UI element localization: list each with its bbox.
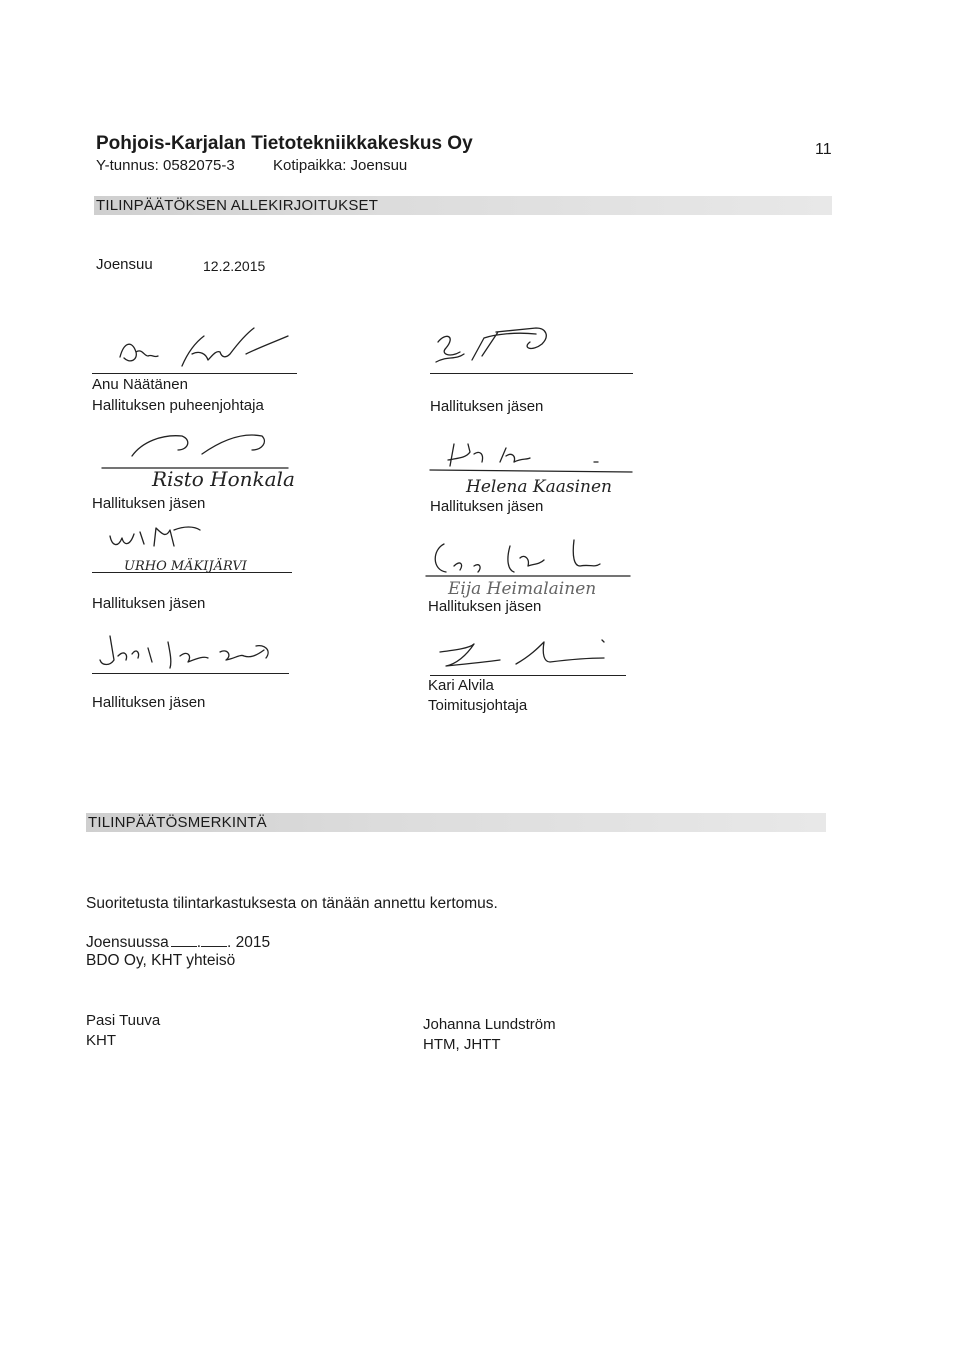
date-blank-month (201, 933, 227, 947)
handwritten-name: Risto Honkala (152, 467, 295, 491)
signer-role: Hallituksen jäsen (428, 598, 542, 615)
signer-role: Hallituksen jäsen (92, 595, 206, 612)
section-title-signatures: TILINPÄÄTÖKSEN ALLEKIRJOITUKSET (96, 197, 379, 214)
signature-kari-alvila (426, 634, 636, 674)
auditor-name: Johanna Lundström (423, 1016, 556, 1033)
signature-board-member-2 (426, 318, 596, 378)
signature-line (92, 572, 292, 573)
signing-place: Joensuu (96, 256, 153, 273)
date-blank-day (171, 933, 197, 947)
signature-line (430, 373, 633, 374)
signer-role: Toimitusjohtaja (428, 697, 528, 714)
handwritten-name: Helena Kaasinen (466, 477, 612, 497)
signer-name: Kari Alvila (428, 677, 494, 694)
section-bar-signatures (94, 196, 832, 215)
signer-role: Hallituksen jäsen (92, 495, 206, 512)
signature-line (92, 673, 289, 674)
signature-line (92, 373, 297, 374)
signature-eija-heimalainen (424, 530, 634, 598)
handwritten-name: Eija Heimalainen (448, 579, 597, 599)
audit-statement: Suoritetusta tilintarkastuksesta on tänään annettu kertomus. (86, 895, 498, 912)
signer-name: Anu Näätänen (92, 376, 188, 393)
signature-risto-honkala (92, 420, 302, 490)
signer-role: Hallituksen jäsen (92, 694, 206, 711)
signer-role: Hallituksen jäsen (430, 398, 544, 415)
signer-role: Hallituksen jäsen (430, 498, 544, 515)
date-separator: . (196, 934, 202, 951)
signing-date: 12.2.2015 (203, 258, 266, 274)
auditor-name: Pasi Tuuva (86, 1012, 161, 1029)
audit-place-date (86, 933, 270, 952)
company-name: Pohjois-Karjalan Tietotekniikkakeskus Oy (96, 133, 473, 154)
signature-anu-naatanen (96, 312, 296, 374)
signature-helena-kaasinen (426, 432, 636, 500)
auditor-title: KHT (86, 1032, 116, 1049)
section-bar-audit (86, 813, 826, 832)
section-title-audit: TILINPÄÄTÖSMERKINTÄ (88, 814, 267, 831)
audit-place: Joensuussa (86, 934, 169, 951)
audit-year: . 2015 (227, 934, 271, 951)
audit-firm: BDO Oy, KHT yhteisö (86, 952, 236, 969)
signer-role: Hallituksen puheenjohtaja (92, 397, 264, 414)
handwritten-name: URHO MÄKIJÄRVI (124, 559, 247, 574)
business-id: Y-tunnus: 0582075-3 (96, 157, 235, 174)
auditor-title: HTM, JHTT (423, 1036, 501, 1053)
domicile: Kotipaikka: Joensuu (273, 157, 408, 174)
signature-line (430, 675, 626, 676)
page-number: 11 (815, 141, 832, 158)
signature-urho-makijarvi (90, 520, 300, 576)
signature-board-member-7 (88, 628, 298, 678)
